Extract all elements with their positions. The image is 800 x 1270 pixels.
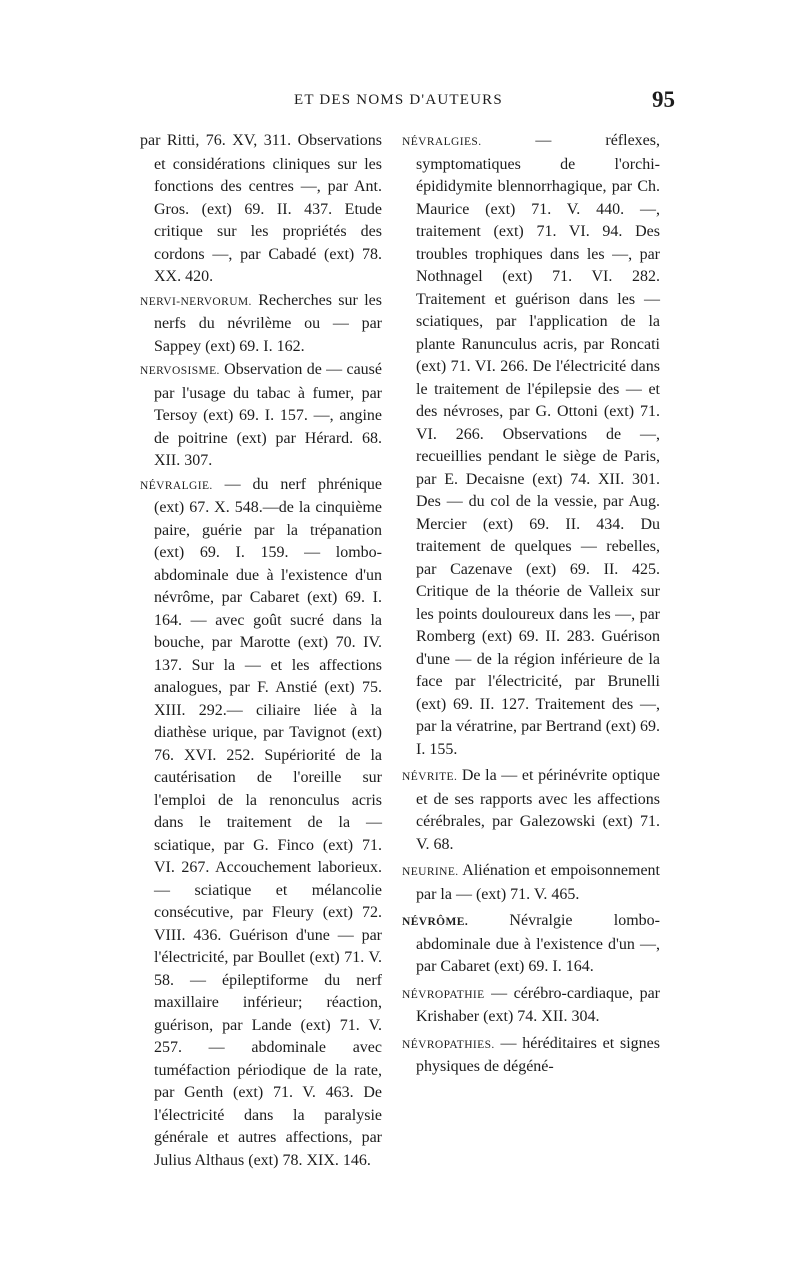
page-header: [0, 87, 800, 122]
entry-head: NEURINE.: [402, 866, 459, 878]
page-number: 95: [652, 87, 675, 112]
entry-text: — du nerf phrénique (ext) 67. X. 548.—de la cinquième paire, guérie par la trépanation (ext) 69. I. 159. — lombo-abdominale due à l'existence d'un névrôme, par Cabaret (ext) 69. I. 164. — avec goût sucré dans la bouche, par Marotte (ext) 70. IV. 137. Sur la — et les affections analogues, par F. Anstié (ext) 75. XIII. 292.— ciliaire liée à la diathèse urique, par Tavignot (ext) 76. XVI. 252. Supériorité de la cautérisation de l'oreille sur l'emploi de la renonculus acris dans le traitement de la — sciatique, par G. Finco (ext) 71. VI. 267. Accouchement laborieux. — sciatique et mélancolie consécutive, par Fleury (ext) 72. VIII. 436. Guérison d'une — par l'électricité, par Boullet (ext) 71. V. 58. — épileptiforme du nerf maxillaire inférieur; réaction, guérison, par Lande (ext) 71. V. 257. — abdominale avec tuméfaction périodique de la rate, par Genth (ext) 71. V. 463. De l'électricité dans la paralysie générale et autres affections, par Julius Althaus (ext) 78. XIX. 146.: [154, 475, 382, 1169]
index-entry: [402, 130, 660, 761]
index-entry: [140, 130, 382, 289]
entry-head: NÉVRALGIE.: [140, 479, 213, 492]
entry-text: De la — et périnévrite optique et de ses rapports avec les affections cérébrales, par Galezowski (ext) 71. V. 68.: [416, 767, 660, 853]
entry-text: Aliénation et empoisonnement par la — (ext) 71. V. 465.: [416, 862, 660, 903]
entry-head: NÉVROPATHIE: [402, 988, 485, 1001]
entry-head: NÉVROPATHIES.: [402, 1038, 495, 1051]
entry-text: — cérébro-cardiaque, par Krishaber (ext) 74. XII. 304.: [416, 984, 660, 1025]
entry-text: — héréditaires et signes physiques de dégéné-: [416, 1034, 660, 1075]
right-column: [402, 130, 660, 1083]
index-entry: [402, 910, 660, 979]
index-entry: [402, 765, 660, 856]
entry-text: Névralgie lombo-abdominale due à l'existence d'un —, par Cabaret (ext) 69. I. 164.: [416, 912, 660, 975]
entry-text: — réflexes, symptomatiques de l'orchi-épididymite blennorrhagique, par Ch. Maurice (ext) 71. V. 440. —, traitement (ext) 71. VI. 94. Des troubles trophiques dans les —, par Nothnagel (ext) 71. VI. 282. Traitement et guérison dans les — sciatiques, par l'application de la plante Ranunculus acris, par Roncati (ext) 71. VI. 266. De l'électricité dans le traitement de l'épilepsie des — et des névroses, par G. Ottoni (ext) 71. VI. 266. Observations de —, recueillies pendant le siège de Paris, par E. Decaisne (ext) 74. XII. 301. Des — du col de la vessie, par Aug. Mercier (ext) 69. II. 434. Du traitement de quelques — rebelles, par Cazenave (ext) 69. II. 425. Critique de la théorie de Valleix sur les points douloureux dans les —, par Romberg (ext) 69. II. 283. Guérison d'une — de la région inférieure de la face par l'électricité, par Brunelli (ext) 69. II. 127. Traitement des —, par la vératrine, par Bertrand (ext) 69. I. 155.: [416, 132, 660, 758]
entry-head: NÉVRITE.: [402, 771, 458, 783]
entry-text: par Ritti, 76. XV, 311. Observations et considérations cliniques sur les fonctions des centres —, par Ant. Gros. (ext) 69. II. 437. Etude critique sur les propriétés des cordons —, par Cabadé (ext) 78. XX. 420.: [140, 132, 382, 285]
left-column: [140, 130, 382, 1173]
index-entry: [402, 983, 660, 1029]
index-entry: [140, 359, 382, 473]
running-head: ET DES NOMS D'AUTEURS: [294, 92, 503, 108]
index-entry: [140, 474, 382, 1173]
entry-head: NÉVRALGIES.: [402, 136, 482, 148]
entry-head: NERVI-NERVORUM.: [140, 295, 252, 308]
entry-head: NÉVRÔME.: [402, 916, 469, 928]
entry-text: Observation de — causé par l'usage du tabac à fumer, par Tersoy (ext) 69. I. 157. —, angine de poitrine (ext) par Hérard. 68. XII. 307.: [154, 361, 382, 469]
index-entry: [402, 1033, 660, 1079]
entry-head: NERVOSISME.: [140, 365, 220, 377]
index-entry: [402, 860, 660, 906]
index-entry: [140, 290, 382, 359]
entry-text: Recherches sur les nerfs du névrilème ou — par Sappey (ext) 69. I. 162.: [154, 291, 382, 355]
